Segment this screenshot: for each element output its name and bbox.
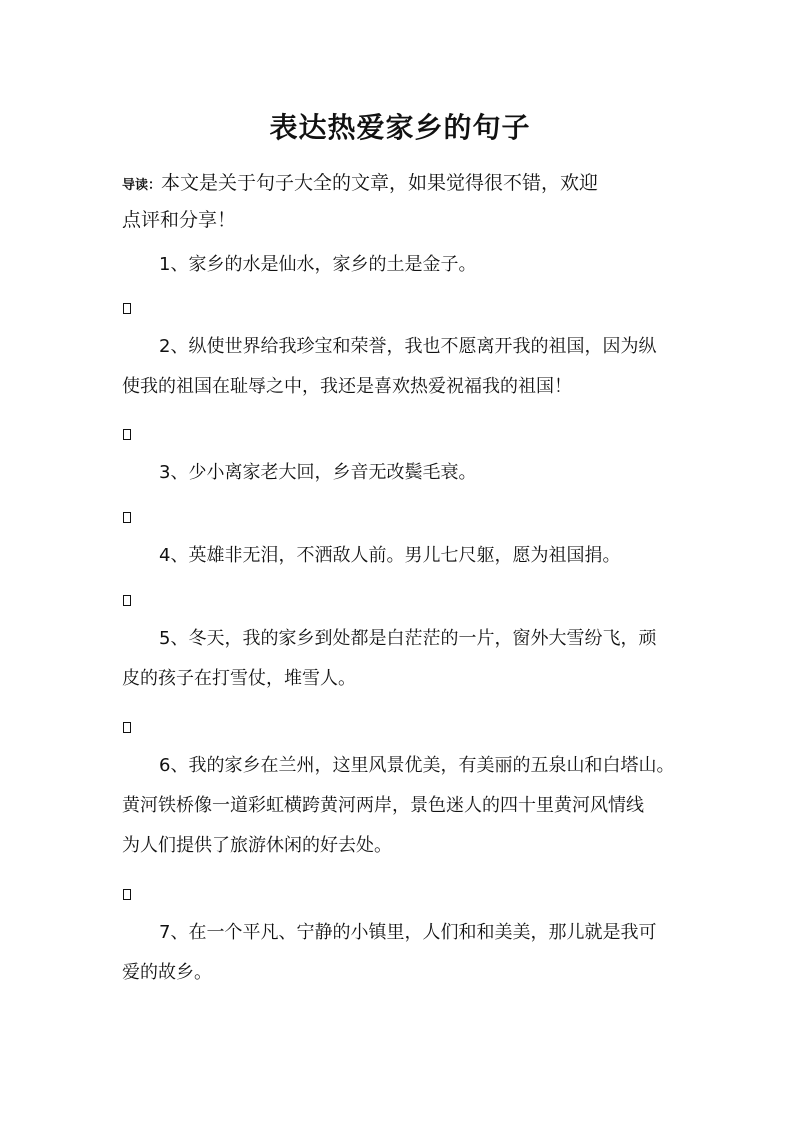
paragraph-3 [122, 453, 697, 493]
paragraph-4 [122, 536, 697, 576]
paragraph-6 [122, 746, 697, 866]
paragraph-5 [122, 619, 697, 699]
paragraph-line: 2、纵使世界给我珍宝和荣誉，我也不愿离开我的祖国，因为纵 [159, 336, 657, 357]
paragraph-7 [122, 913, 697, 993]
missing-glyph-box [123, 722, 131, 733]
paragraph-line: 黄河铁桥像一道彩虹横跨黄河两岸，景色迷人的四十里黄河风情线 [122, 795, 644, 816]
missing-glyph-box [123, 889, 131, 900]
paragraph-line: 使我的祖国在耻辱之中，我还是喜欢热爱祝福我的祖国！ [122, 376, 572, 397]
missing-glyph-box [123, 303, 131, 314]
paragraph-line: 为人们提供了旅游休闲的好去处。 [122, 835, 392, 856]
intro-block [122, 166, 682, 237]
paragraph-line: 5、冬天，我的家乡到处都是白茫茫的一片，窗外大雪纷飞，顽 [159, 628, 657, 649]
page-title: 表达热爱家乡的句子 [269, 111, 531, 144]
intro-line: 点评和分享！ [122, 209, 237, 231]
missing-glyph-box [123, 512, 131, 523]
intro-line [122, 166, 682, 203]
paragraph-line: 4、英雄非无泪，不洒敌人前。男儿七尺躯，愿为祖国捐。 [159, 545, 621, 566]
paragraph-line: 1、家乡的水是仙水，家乡的土是金子。 [159, 254, 477, 275]
paragraph-line: 3、少小离家老大回，乡音无改鬓毛衰。 [159, 462, 477, 483]
intro-lead-label: 导读： [122, 178, 162, 193]
paragraph-line: 皮的孩子在打雪仗，堆雪人。 [122, 668, 356, 689]
intro-text: 本文是关于句子大全的文章，如果觉得很不错，欢迎 [161, 172, 599, 194]
paragraph-1 [122, 245, 697, 285]
missing-glyph-box [123, 429, 131, 440]
paragraph-line: 爱的故乡。 [122, 962, 212, 983]
paragraph-line: 7、在一个平凡、宁静的小镇里，人们和和美美，那儿就是我可 [159, 922, 657, 943]
paragraph-2 [122, 327, 697, 407]
missing-glyph-box [123, 595, 131, 606]
paragraph-line: 6、我的家乡在兰州，这里风景优美，有美丽的五泉山和白塔山。 [159, 755, 675, 776]
